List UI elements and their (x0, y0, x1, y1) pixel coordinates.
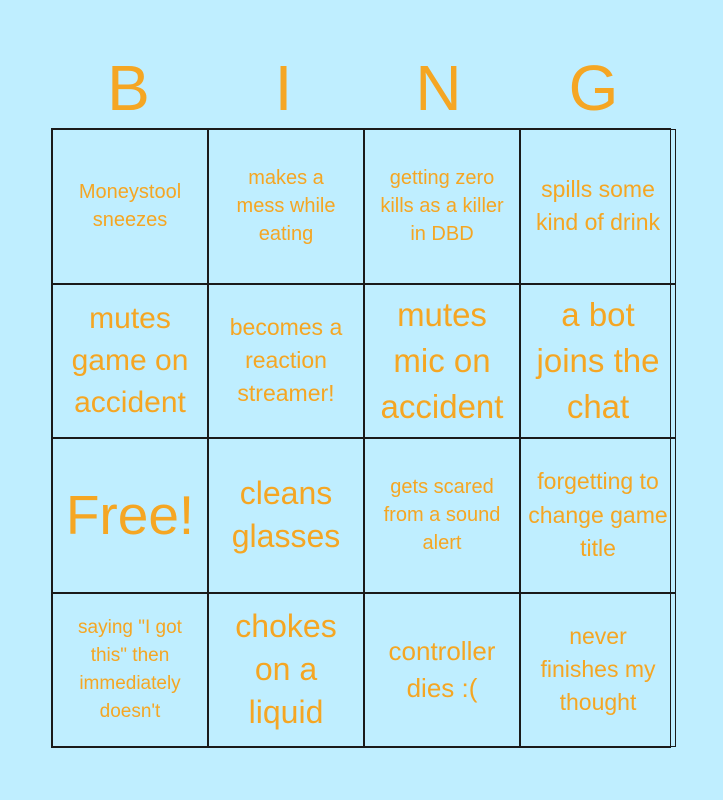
header-letter-g: G (568, 52, 619, 124)
bingo-cell[interactable] (208, 593, 364, 748)
bingo-cell[interactable] (364, 129, 520, 284)
bingo-cell[interactable] (364, 593, 520, 748)
cell-text: controller dies :( (388, 636, 496, 703)
cell-text: mutes game on accident (71, 301, 189, 419)
cell-text: gets scared from a sound alert (383, 476, 501, 555)
cell-text: spills some kind of drink (535, 175, 660, 236)
bingo-cell[interactable] (208, 438, 364, 593)
bingo-cell[interactable] (520, 129, 676, 284)
bingo-cell[interactable] (364, 438, 520, 593)
bingo-cell[interactable] (520, 284, 676, 439)
cell-text: chokes on a liquid (235, 607, 337, 731)
cell-text: Moneystool sneezes (78, 181, 182, 232)
bingo-header (51, 48, 671, 128)
cell-text: forgetting to change game title (528, 468, 668, 561)
cell-text: a bot joins the chat (536, 296, 660, 425)
cell-text: getting zero kills as a killer in DBD (380, 167, 504, 246)
header-letter-i: I (274, 52, 293, 124)
bingo-cell[interactable] (520, 438, 676, 593)
bingo-board (51, 128, 671, 748)
bingo-cell[interactable] (520, 593, 676, 748)
bingo-cell[interactable] (52, 593, 208, 748)
header-letter-n: N (415, 52, 462, 124)
bingo-cell[interactable] (364, 284, 520, 439)
cell-text: saying "I got this" then immediately doesn't (78, 616, 182, 722)
bingo-cell[interactable] (52, 284, 208, 439)
bingo-cell[interactable] (208, 129, 364, 284)
bingo-cell[interactable] (208, 284, 364, 439)
cell-text: makes a mess while eating (236, 167, 336, 246)
header-letter-b: B (107, 52, 150, 124)
free-space-cell[interactable] (52, 438, 208, 593)
cell-text: never finishes my thought (540, 622, 656, 716)
bingo-cell[interactable] (52, 129, 208, 284)
cell-text: Free! (65, 483, 195, 546)
cell-text: cleans glasses (231, 475, 341, 555)
cell-text: mutes mic on accident (380, 296, 504, 425)
cell-text: becomes a reaction streamer! (229, 313, 343, 407)
